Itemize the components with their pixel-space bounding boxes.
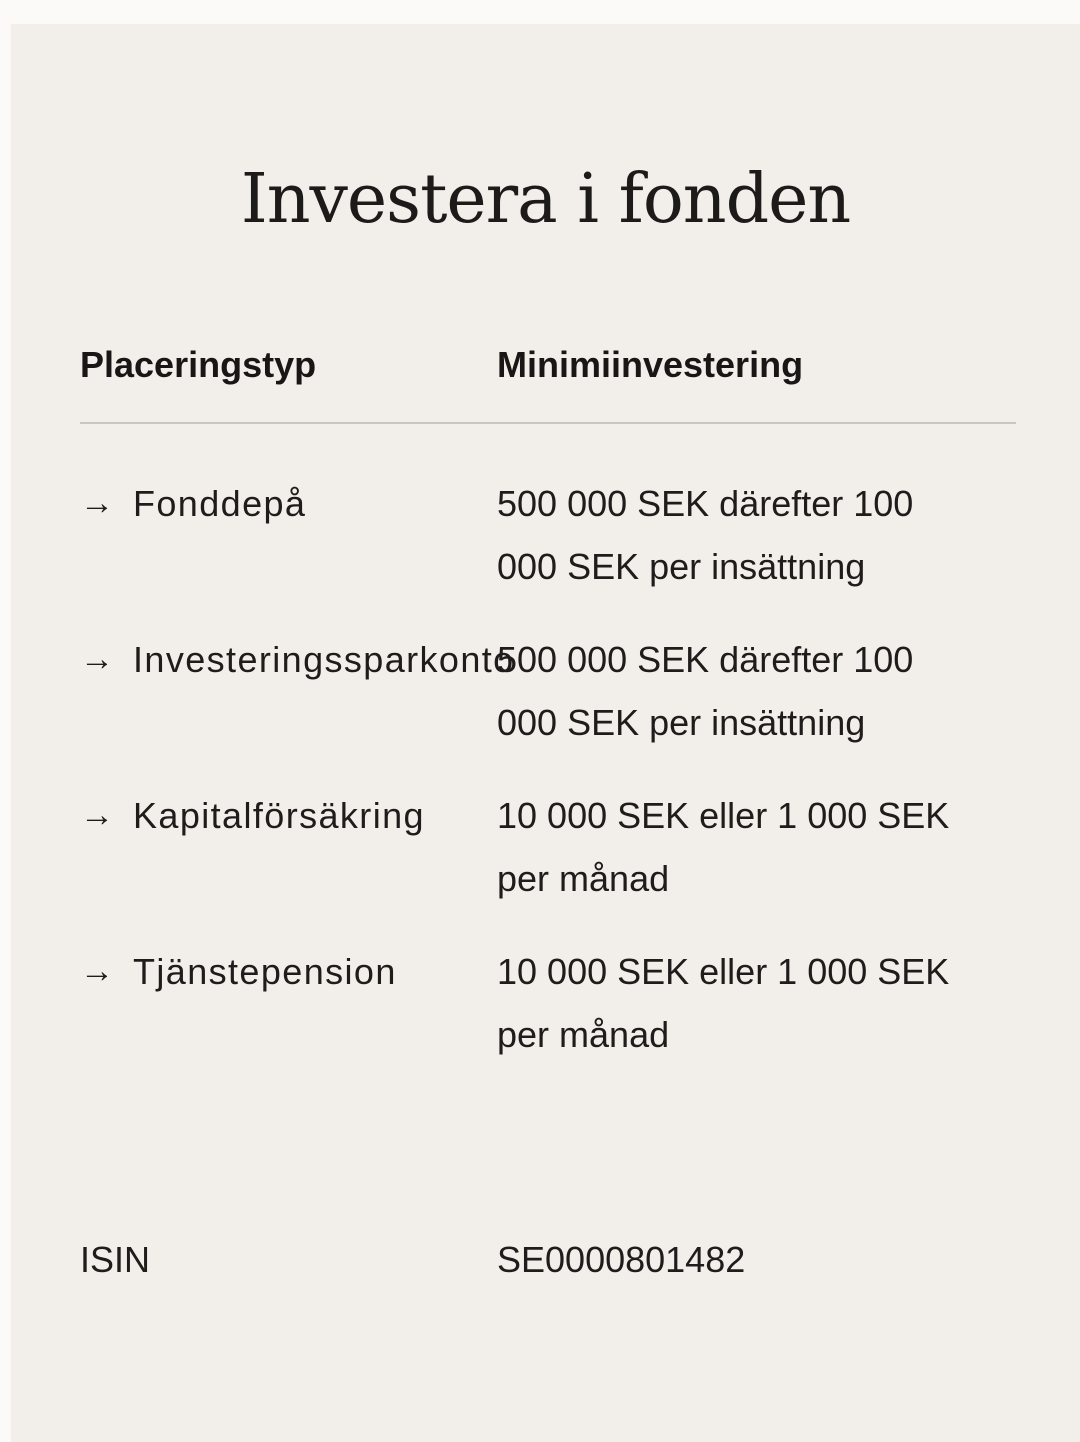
table-row [80, 940, 1016, 1066]
row-link-tjanstepension[interactable] [80, 940, 497, 1003]
row-label: Fonddepå [133, 482, 307, 524]
table-body [80, 472, 1016, 1066]
column-header-minimiinvestering: Minimiinvestering [497, 344, 804, 386]
row-value: 10 000 SEK eller 1 000 SEK per månad [497, 950, 950, 1055]
row-value: 500 000 SEK därefter 100 000 SEK per insättning [497, 482, 914, 587]
row-label: Investeringssparkonto [133, 638, 515, 680]
table-header-row [80, 344, 1016, 385]
arrow-right-icon: → [80, 795, 114, 834]
invest-fund-section [11, 24, 1080, 1442]
table-row [80, 628, 1016, 754]
arrow-right-icon: → [80, 951, 114, 990]
table-row [80, 472, 1016, 598]
row-value: 500 000 SEK därefter 100 000 SEK per insättning [497, 638, 914, 743]
row-link-kapitalforsakring[interactable] [80, 784, 497, 847]
arrow-right-icon: → [80, 483, 114, 522]
table-divider [80, 422, 1016, 424]
row-link-fonddepa[interactable] [80, 472, 497, 535]
isin-value: SE0000801482 [497, 1238, 746, 1280]
isin-row [80, 1228, 1016, 1291]
arrow-right-icon: → [80, 639, 114, 678]
row-label: Tjänstepension [133, 950, 397, 992]
row-value: 10 000 SEK eller 1 000 SEK per månad [497, 794, 950, 899]
row-link-investeringssparkonto[interactable] [80, 628, 515, 691]
row-label: Kapitalförsäkring [133, 794, 425, 836]
page-title: Investera i fonden [240, 160, 851, 239]
column-header-placeringstyp: Placeringstyp [80, 344, 317, 386]
isin-label: ISIN [80, 1238, 151, 1280]
table-row [80, 784, 1016, 910]
investment-table [80, 344, 1016, 1065]
